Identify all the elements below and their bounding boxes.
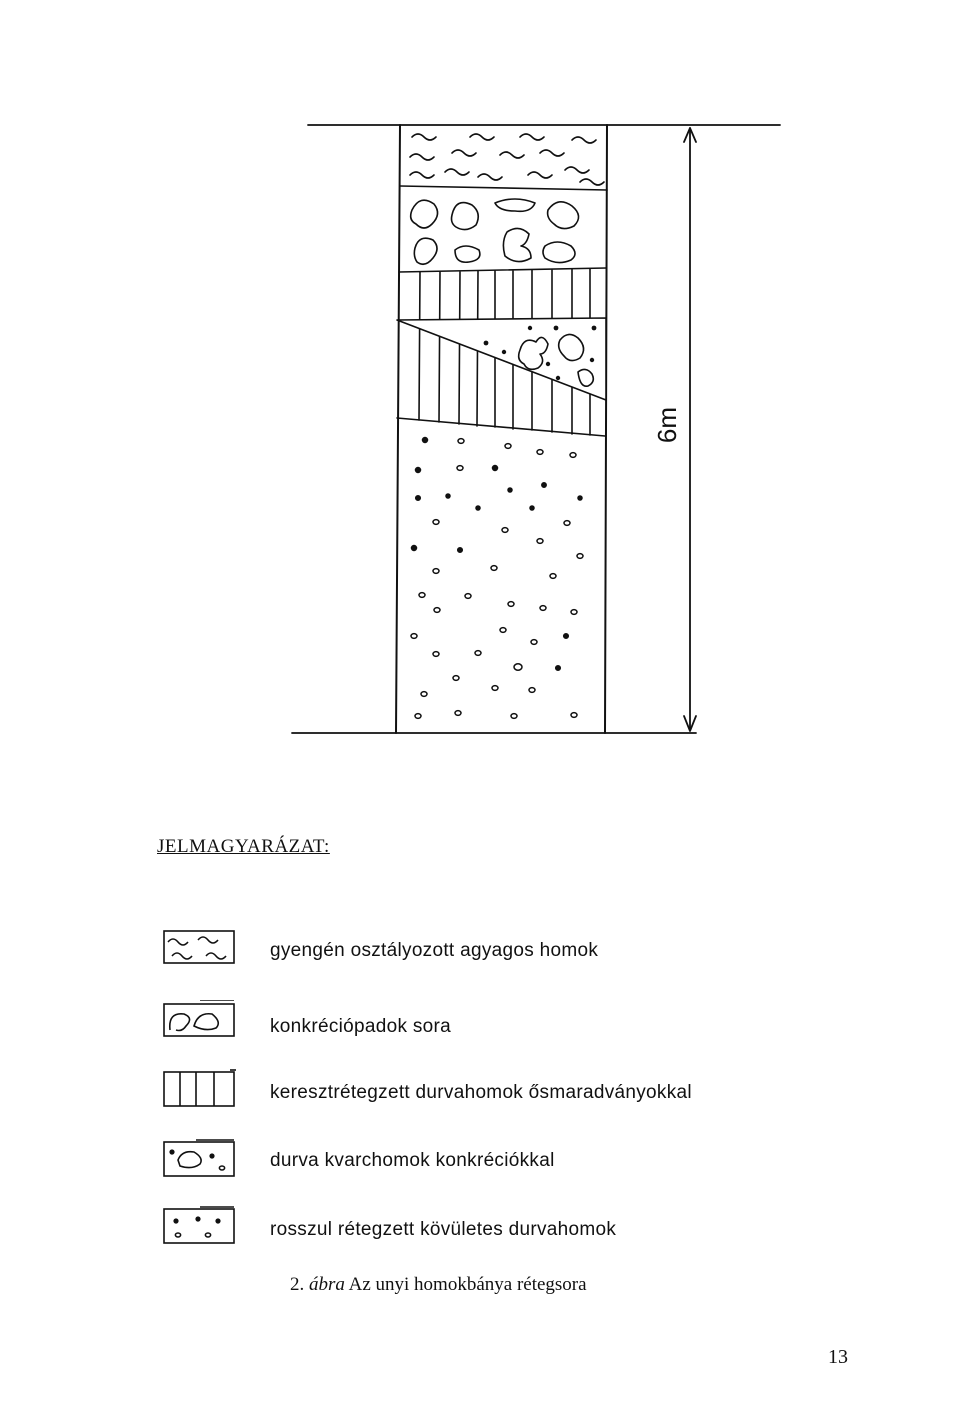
column-left-edge xyxy=(396,125,400,733)
legend-label: rosszul rétegzett kövületes durvahomok xyxy=(270,1219,617,1240)
boundary-3 xyxy=(397,418,605,436)
legend-label: gyengén osztályozott agyagos homok xyxy=(270,940,599,961)
vertical-lines-swatch-icon xyxy=(160,1068,240,1112)
wavy-swatch-icon xyxy=(160,928,240,968)
legend-label: durva kvarchomok konkréciókkal xyxy=(270,1150,555,1171)
legend-label: konkrécióраdok sora xyxy=(270,1016,452,1037)
layer-concretions xyxy=(411,199,579,264)
dots-concretion-swatch-icon xyxy=(160,1138,240,1182)
height-dimension-arrow xyxy=(684,128,696,731)
height-label: 6m xyxy=(652,406,682,444)
boundary-2 xyxy=(399,268,606,272)
concretion-swatch-icon xyxy=(160,1000,240,1040)
layer-dots xyxy=(411,438,583,719)
dots-swatch-icon xyxy=(160,1203,240,1247)
figure-caption-text: Az unyi homokbánya rétegsora xyxy=(348,1274,587,1295)
figure-caption xyxy=(290,1274,587,1296)
legend-label: keresztrétegzett durvahomok ősmaradványokkal xyxy=(270,1082,692,1103)
boundary-1 xyxy=(400,186,607,190)
figure-word: ábra xyxy=(309,1274,345,1295)
legend-title: JELMAGYARÁZAT: xyxy=(157,836,330,857)
layer-wavy xyxy=(410,134,604,185)
layer-lens-dots-concretions xyxy=(397,318,606,400)
page-number: 13 xyxy=(828,1346,848,1368)
column-right-edge xyxy=(605,125,607,733)
figure-number: 2. xyxy=(290,1274,305,1295)
